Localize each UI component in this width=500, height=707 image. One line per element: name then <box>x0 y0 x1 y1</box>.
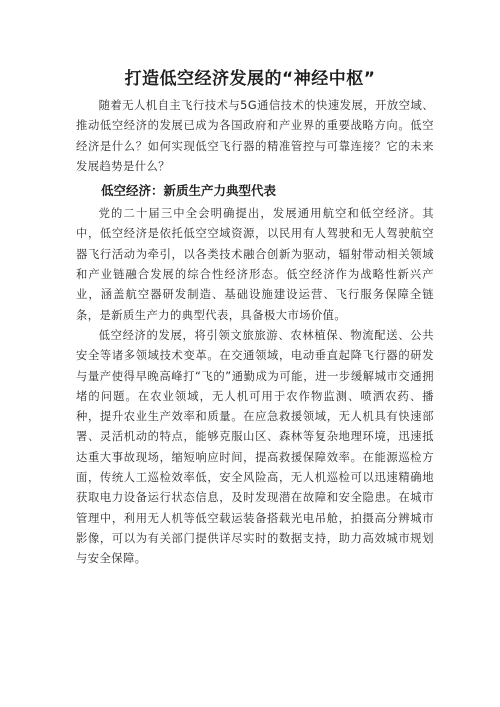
intro-paragraph: 随着无人机自主飞行技术与5G通信技术的快速发展，开放空域、推动低空经济的发展已成为各国政府和产业界的重要战略方向。低空经济是什么？如何实现低空飞行器的精准管控与可靠连接？它的未来发展趋势是什么？ <box>76 99 434 173</box>
article-body <box>76 96 434 570</box>
section-heading: 低空经济：新质生产力典型代表 <box>101 183 277 199</box>
body-paragraph-2: 低空经济的发展，将引领文旅旅游、农林植保、物流配送、公共安全等诸多领域技术变革。在交通领域，电动垂直起降飞行器的研发与量产使得早晚高峰打“飞的”通勤成为可能，进一步缓解城市交通拥堵的问题。在农业领域，无人机可用于农作物监测、喷洒农药、播种，提升农业生产效率和质量。在应急救援领域，无人机具有快速部署、灵活机动的特点，能够克服山区、森林等复杂地理环境，迅速抵达重大事故现场，缩短响应时间，提高救援保障效率。在能源巡检方面，传统人工巡检效率低，安全风险高，无人机巡检可以迅速精确地获取电力设备运行状态信息，及时发现潜在故障和安全隐患。在城市管理中，利用无人机等低空载运装备搭载光电吊舱，拍摄高分辨城市影像，可以为有关部门提供详尽实时的数据支持，助力高效城市规划与安全保障。 <box>76 328 434 566</box>
body-paragraph-1: 党的二十届三中全会明确提出，发展通用航空和低空经济。其中，低空经济是依托低空空域资源，以民用有人驾驶和无人驾驶航空器飞行活动为牵引，以各类技术融合创新为驱动，辐射带动相关领域和产业链融合发展的综合性经济形态。低空经济作为战略性新兴产业，涵盖航空器研发制造、基础设施建设运营、飞行服务保障全链条，是新质生产力的典型代表，具备极大市场价值。 <box>76 207 434 322</box>
page-title: 打造低空经济发展的“神经中枢” <box>124 69 376 89</box>
